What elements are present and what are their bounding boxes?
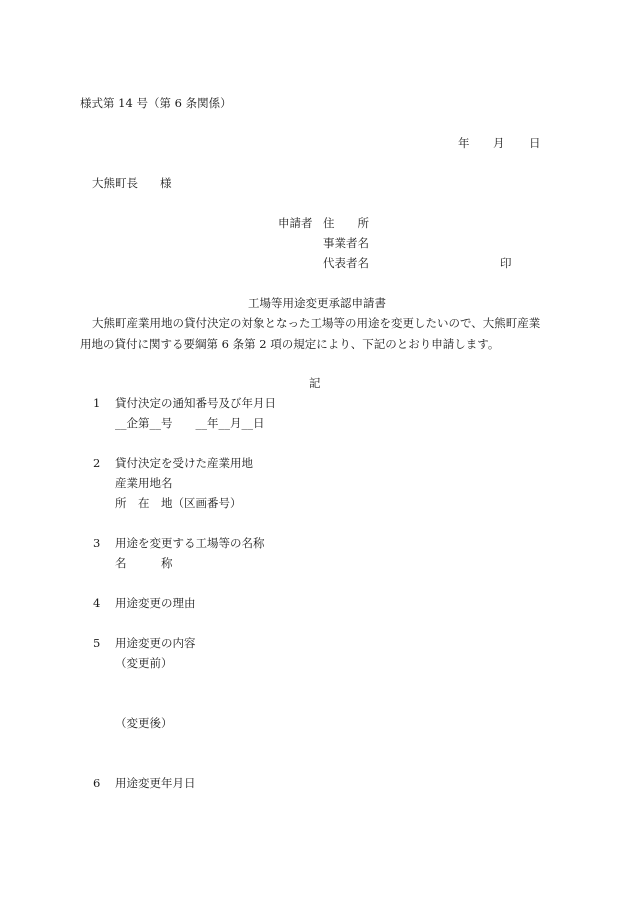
item-sub-line: 産業用地名 — [115, 476, 173, 490]
item-sub-line: 所 在 地（区画番号） — [115, 496, 242, 510]
item-sub-line: __企第__号 __年__月__日 — [115, 416, 265, 430]
item-title: 貸付決定の通知番号及び年月日 — [115, 396, 276, 410]
item-title: 用途変更の内容 — [115, 636, 196, 650]
item-title: 貸付決定を受けた産業用地 — [115, 456, 253, 470]
item-after-label: （変更後） — [115, 716, 173, 730]
body-line-1: 大熊町産業用地の貸付決定の対象となった工場等の用途を変更したいので、大熊町産業 — [92, 316, 541, 330]
addressee-honorific: 様 — [160, 176, 172, 190]
applicant-label: 申請者 — [278, 216, 313, 230]
item-title: 用途変更年月日 — [115, 776, 196, 790]
form-number: 様式第 14 号（第 6 条関係） — [80, 96, 232, 110]
applicant-representative-label: 代表者名 — [323, 256, 369, 270]
item-number: 2 — [93, 456, 101, 470]
applicant-business-label: 事業者名 — [323, 236, 369, 250]
document-title: 工場等用途変更承認申請書 — [248, 296, 386, 310]
date-year-label: 年 — [458, 136, 470, 150]
item-sub-line: 名 称 — [115, 556, 173, 570]
date-month-label: 月 — [493, 136, 505, 150]
item-number: 6 — [93, 776, 101, 790]
ki-heading: 記 — [309, 376, 321, 390]
seal-mark: 印 — [500, 256, 512, 270]
date-day-label: 日 — [529, 136, 541, 150]
item-number: 1 — [93, 396, 101, 410]
applicant-address-label: 住 所 — [323, 216, 369, 230]
item-number: 4 — [93, 596, 101, 610]
body-line-2: 用地の貸付に関する要綱第 6 条第 2 項の規定により、下記のとおり申請します。 — [80, 337, 500, 351]
item-before-label: （変更前） — [115, 656, 173, 670]
item-title: 用途変更の理由 — [115, 596, 196, 610]
addressee-name: 大熊町長 — [92, 176, 138, 190]
item-number: 5 — [93, 636, 101, 650]
item-title: 用途を変更する工場等の名称 — [115, 536, 265, 550]
item-number: 3 — [93, 536, 101, 550]
